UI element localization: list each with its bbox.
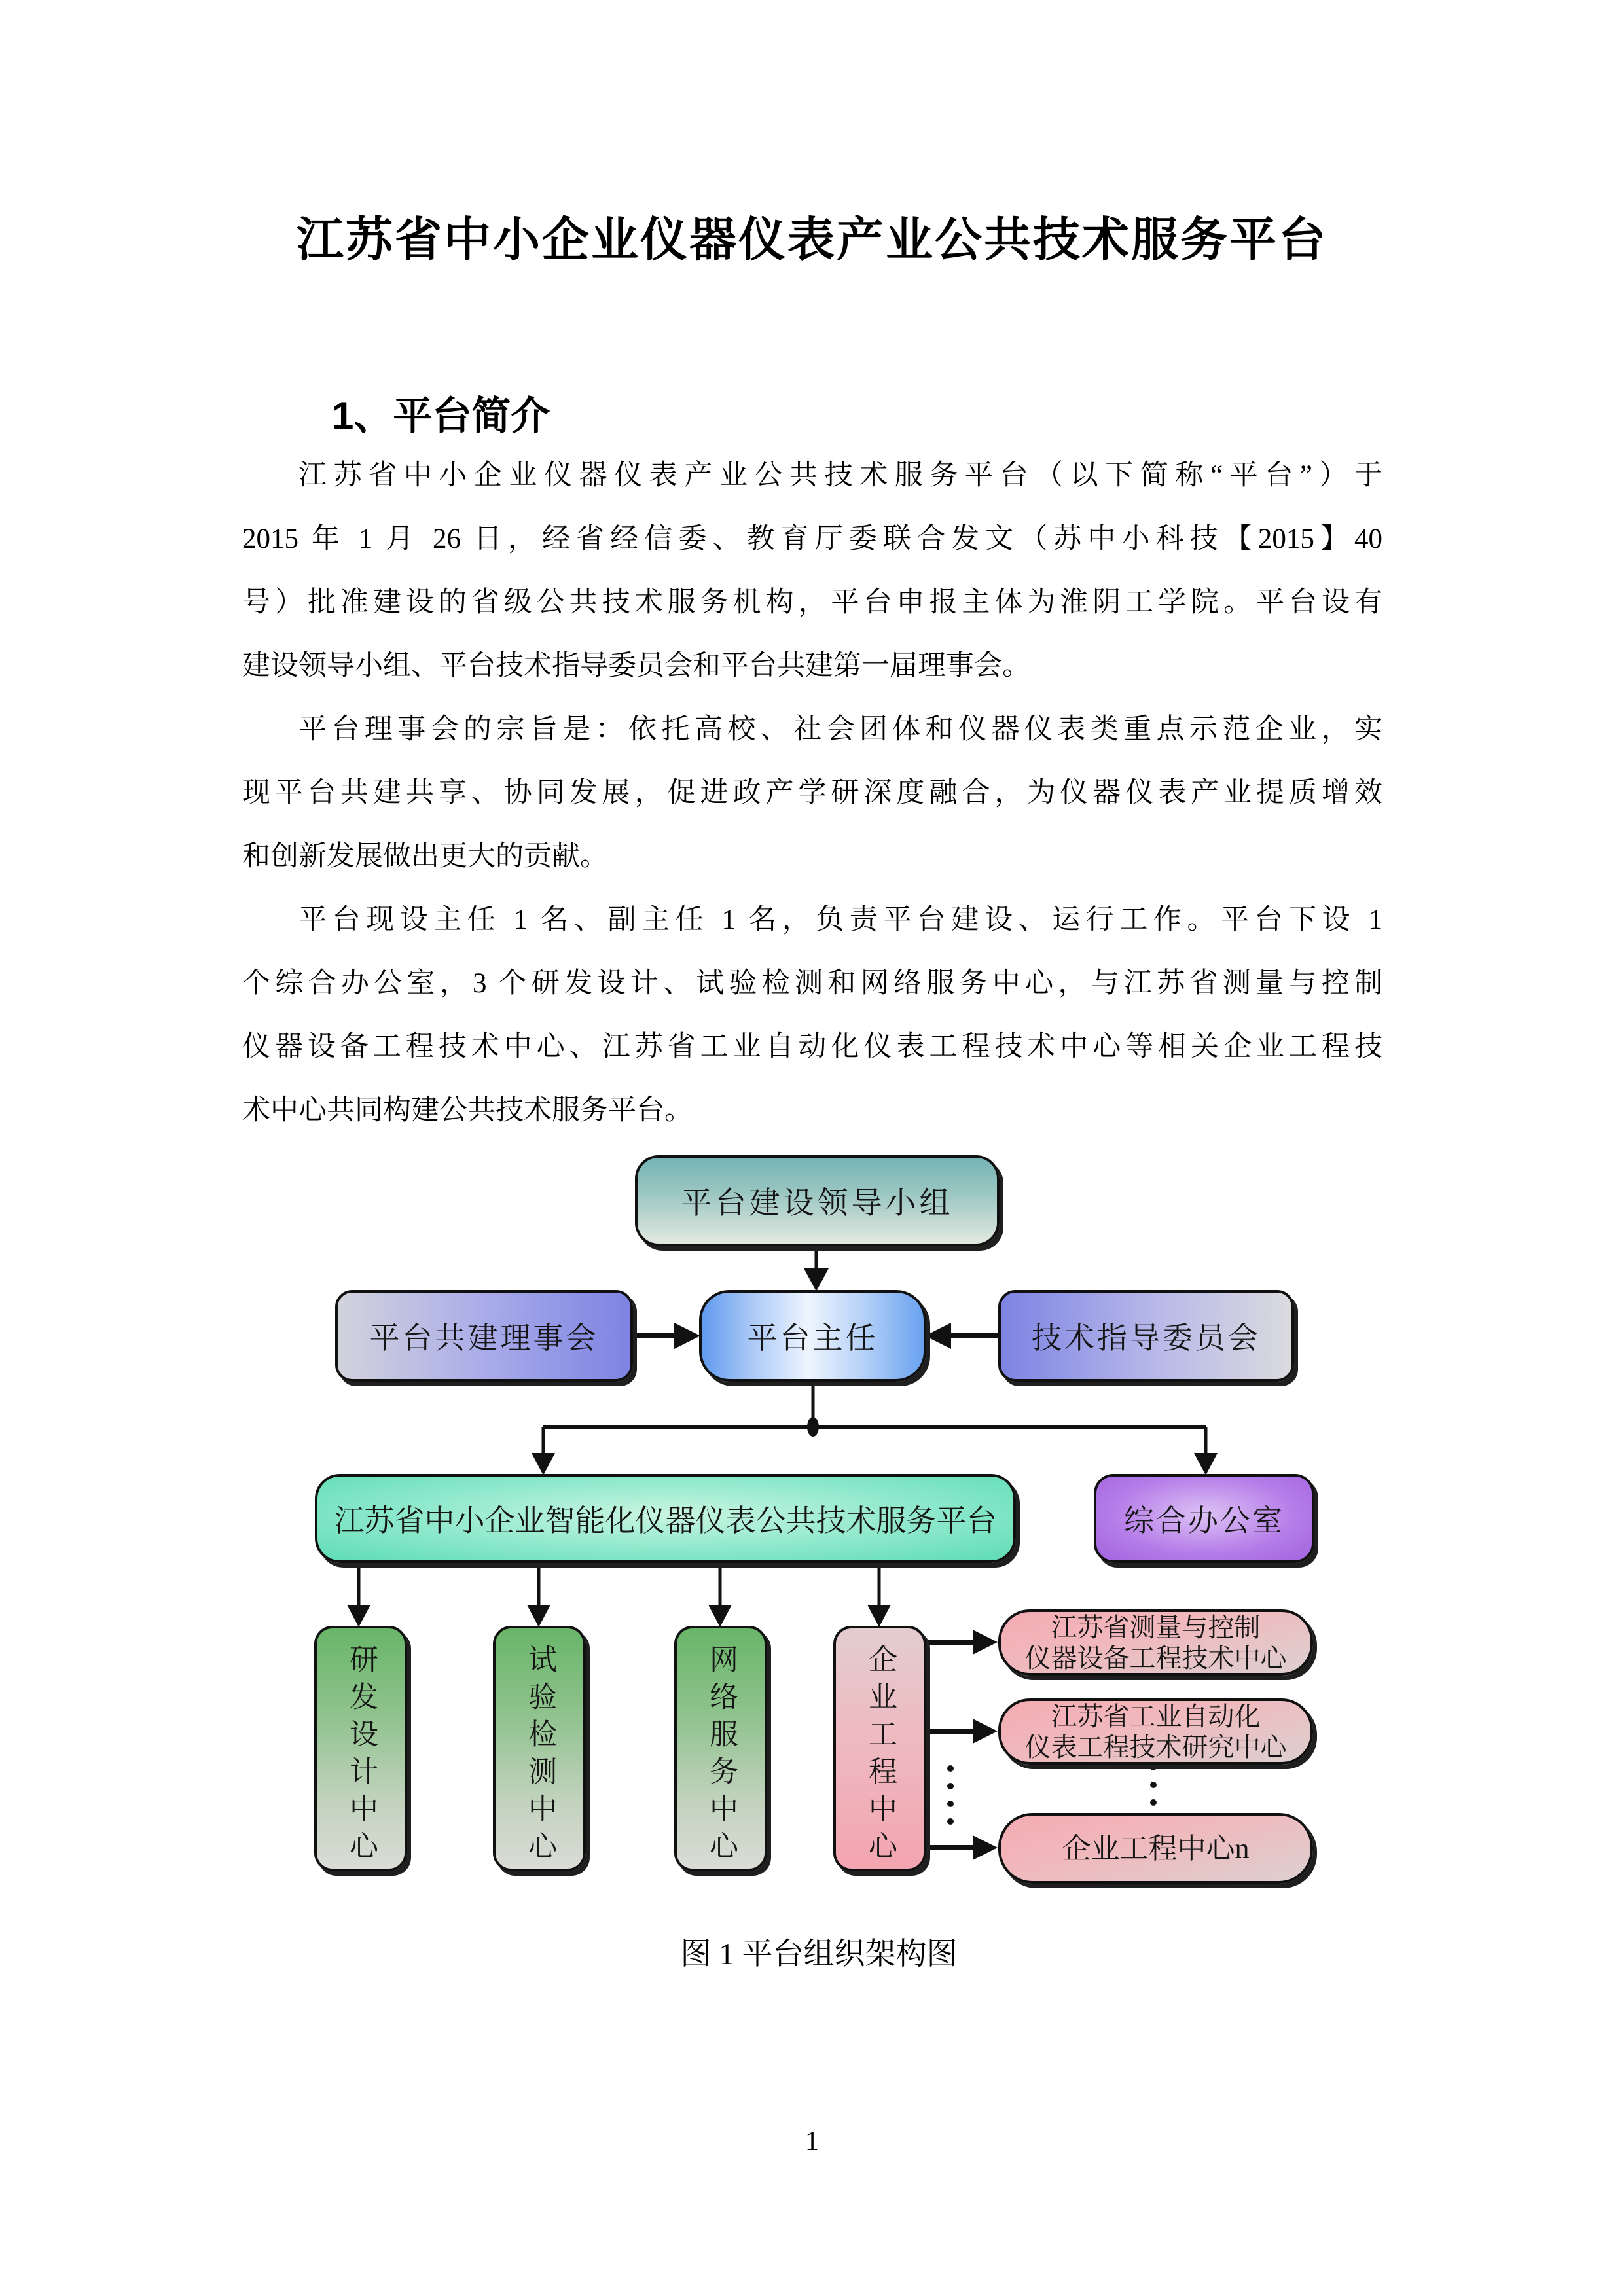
node-council: 平台共建理事会 (335, 1290, 633, 1382)
node-network-center (674, 1626, 767, 1871)
body-line: 和创新发展做出更大的贡献。 (242, 841, 608, 872)
node-network-center-label: 网络服务中心 (705, 1644, 737, 1868)
document-title: 江苏省中小企业仪器仪表产业公共技术服务平台 (296, 214, 1327, 266)
node-platform: 江苏省中小企业智能化仪器仪表公共技术服务平台 (315, 1474, 1016, 1563)
body-line: 仪器设备工程技术中心、江苏省工业自动化仪表工程技术中心等相关企业工程技 (242, 1031, 1382, 1062)
node-eng-center-2-line2: 仪表工程技术研究中心 (1024, 1732, 1287, 1762)
node-test-center-label: 试验检测中心 (524, 1644, 556, 1868)
node-eng-center-2 (998, 1698, 1313, 1765)
node-eng-center-1-line1: 江苏省测量与控制 (1051, 1612, 1261, 1642)
node-eng-center-1-line2: 仪器设备工程技术中心 (1024, 1643, 1287, 1673)
section-heading: 1、平台简介 (332, 394, 550, 438)
node-test-center (493, 1626, 586, 1871)
node-enterprise-center-label: 企业工程中心 (864, 1644, 896, 1868)
body-line: 平台理事会的宗旨是：依托高校、社会团体和仪器仪表类重点示范企业，实 (298, 714, 1382, 745)
body-line: 现平台共建共享、协同发展，促进政产学研深度融合，为仪器仪表产业提质增效 (242, 778, 1382, 808)
body-line: 个综合办公室，3 个研发设计、试验检测和网络服务中心，与江苏省测量与控制 (242, 968, 1382, 999)
node-enterprise-center (833, 1626, 926, 1871)
node-rd-center-label: 研发设计中心 (345, 1644, 377, 1868)
body-line: 江苏省中小企业仪器仪表产业公共技术服务平台（以下简称“平台”）于 (298, 460, 1382, 491)
node-committee: 技术指导委员会 (998, 1290, 1294, 1382)
node-eng-center-2-line1: 江苏省工业自动化 (1051, 1701, 1261, 1731)
node-leading-group: 平台建设领导小组 (635, 1155, 1000, 1246)
body-line: 建设领导小组、平台技术指导委员会和平台共建第一届理事会。 (242, 651, 1030, 681)
body-text (242, 444, 1382, 1142)
body-line: 号）批准建设的省级公共技术服务机构，平台申报主体为淮阴工学院。平台设有 (242, 587, 1382, 618)
body-line: 平台现设主任 1 名、副主任 1 名，负责平台建设、运行工作。平台下设 1 (298, 905, 1382, 935)
node-eng-center-1 (998, 1609, 1313, 1676)
node-director: 平台主任 (699, 1290, 926, 1382)
body-line: 术中心共同构建公共技术服务平台。 (242, 1095, 693, 1126)
page-number: 1 (805, 2126, 819, 2157)
figure-caption: 图 1 平台组织架构图 (680, 1937, 958, 1971)
node-eng-center-n: 企业工程中心n (998, 1813, 1313, 1884)
node-rd-center (314, 1626, 407, 1871)
body-line: 2015 年 1 月 26 日，经省经信委、教育厅委联合发文（苏中小科技【2015】40 (242, 524, 1382, 554)
node-office: 综合办公室 (1094, 1474, 1314, 1563)
